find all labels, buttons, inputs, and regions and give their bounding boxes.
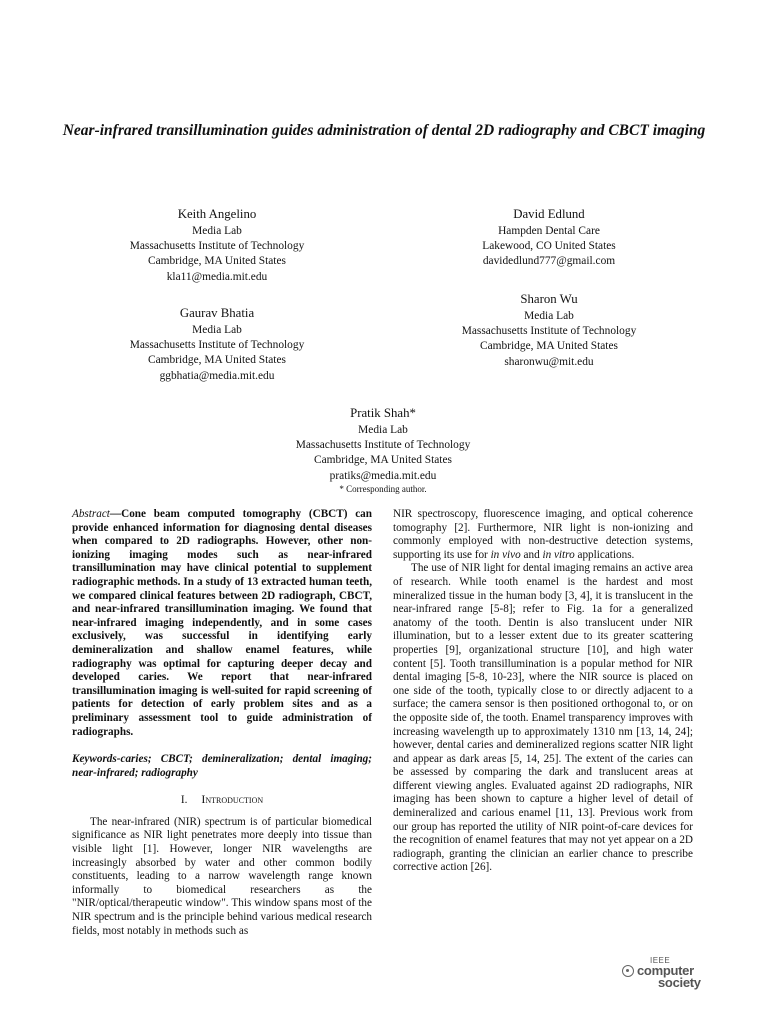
- author-location: Cambridge, MA United States: [314, 454, 452, 467]
- intro-paragraph: The near-infrared (NIR) spectrum is of particular biomedical significance as NIR light penetrates more deeply into tissue than visible light [1]. However, longer NIR wavelengths are increasingly absorbed by water and other common bodily constituents, leading to a narrow wavelength range known informally to biomedical researchers as the "NIR/optical/therapeutic window". This window spans most of the NIR spectrum and is the principle behind various medical research fields, most notably in methods such as: [72, 815, 372, 937]
- author-institution: Massachusetts Institute of Technology: [129, 240, 305, 253]
- italic-term: in vitro: [542, 548, 575, 561]
- author-name: Gaurav Bhatia: [179, 306, 255, 320]
- abstract-label: Abstract: [72, 508, 110, 520]
- author-affiliation: Media Lab: [192, 324, 242, 336]
- keywords: Keywords-caries; CBCT; demineralization; dental imaging; near-infrared; radiography: [72, 753, 372, 779]
- author-name: David Edlund: [513, 207, 585, 221]
- author-block-bhatia: [77, 305, 357, 384]
- author-location: Lakewood, CO United States: [482, 240, 616, 253]
- section-heading: [72, 793, 372, 808]
- author-email: kla11@media.mit.edu: [166, 270, 268, 283]
- author-institution: Massachusetts Institute of Technology: [129, 339, 305, 352]
- author-email: pratiks@media.mit.edu: [329, 469, 437, 482]
- author-location: Cambridge, MA United States: [148, 255, 286, 268]
- paper-title: Near-infrared transillumination guides administration of dental 2D radiography and CBCT imaging: [62, 122, 706, 139]
- author-block-edlund: [409, 206, 689, 270]
- author-institution: Massachusetts Institute of Technology: [295, 439, 471, 452]
- paragraph-text: NIR spectroscopy, fluorescence imaging, and optical coherence tomography [2]. Furthermore, NIR light is non-ionizing and commonly employed with non-destructive detection systems, supporting its use for: [393, 508, 693, 561]
- author-affiliation: Media Lab: [358, 424, 408, 436]
- intro-paragraph-2: The use of NIR light for dental imaging remains an active area of research. While tooth enamel is the hardest and most mineralized tissue in the human body [3, 4], it is translucent in the near-infrared range [5-8]; refer to Fig. 1a for a generalized anatomy of the tooth. Dentin is also translucent under NIR illumination, but to a lesser extent due to its greater scattering properties [9], organizational structure [10], and high water content [5]. Tooth transillumination is a popular method for NIR dental imaging [5-8, 10-23], where the NIR source is placed on one side of the tooth, typically close to or directly adjacent to a surface; the camera sensor is then positioned orthogonal to, or on the opposite side of, the tooth. Enamel transparency improves with increasing wavelength up to approximately 1310 nm [13, 14, 24]; however, dental caries and demineralized regions scatter NIR light and appear as dark areas [5, 14, 25]. The extent of the caries can be assessed by comparing the dark and translucent areas at different viewing angles. Evaluated against 2D radiographs, NIR imaging has been shown to capture a higher level of detail of demineralized and carious enamel [11, 13]. Previous work from our group has reported the utility of NIR point-of-care devices for the recognition of enamel features that may not yet appear on a 2D radiograph, granting the clinician an earlier chance to prescribe corrective action [26].: [393, 562, 693, 874]
- ieee-computer-society-logo: [622, 956, 712, 992]
- author-location: Cambridge, MA United States: [480, 340, 618, 353]
- italic-term: in vivo: [490, 548, 521, 561]
- author-email: sharonwu@mit.edu: [504, 355, 594, 368]
- author-affiliation: Hampden Dental Care: [498, 225, 600, 237]
- abstract-text: —Cone beam computed tomography (CBCT) can provide enhanced information for diagnosing dental diseases when compared to 2D radiographs. However, other non-ionizing imaging modes such as near-infrared transillumination may have clinical potential to supplement radiographic methods. In a study of 13 extracted human teeth, we compared clinical features between 2D radiograph, CBCT, and near-infrared transillumination imaging. We found that near-infrared imaging independently, and in some cases exclusively, was successful in identifying early demineralization and shallow enamel features, while radiography was optimal for capturing deeper decay and developed caries. We report that near-infrared transillumination imaging is well-suited for rapid screening of patients for detection of early problem sites and as a preliminary assessment tool to guide administration of radiographs.: [72, 508, 372, 738]
- author-email: ggbhatia@media.mit.edu: [159, 369, 275, 382]
- corresponding-author-note: * Corresponding author.: [339, 483, 427, 494]
- paragraph-text: and: [520, 548, 543, 561]
- author-name: Pratik Shah*: [350, 406, 416, 420]
- author-block-wu: [409, 291, 689, 370]
- logo-ieee-text: IEEE: [650, 956, 671, 965]
- author-name: Sharon Wu: [520, 292, 578, 306]
- author-name: Keith Angelino: [177, 207, 257, 221]
- left-column: [72, 508, 372, 938]
- author-location: Cambridge, MA United States: [148, 354, 286, 367]
- paragraph-text: applications.: [574, 548, 635, 561]
- author-email: davidedlund777@gmail.com: [482, 255, 616, 268]
- section-number: I.: [180, 794, 188, 807]
- logo-computer-text: computer: [637, 963, 694, 978]
- author-block-shah: [243, 405, 523, 495]
- right-column: [393, 508, 693, 875]
- intro-paragraph-continued: [393, 508, 693, 562]
- author-affiliation: Media Lab: [524, 310, 574, 322]
- author-block-angelino: [77, 206, 357, 285]
- logo-mark-icon: [622, 965, 634, 977]
- abstract: [72, 508, 372, 739]
- author-affiliation: Media Lab: [192, 225, 242, 237]
- section-title: Introduction: [201, 792, 264, 807]
- author-institution: Massachusetts Institute of Technology: [461, 325, 637, 338]
- logo-society-text: society: [658, 975, 701, 990]
